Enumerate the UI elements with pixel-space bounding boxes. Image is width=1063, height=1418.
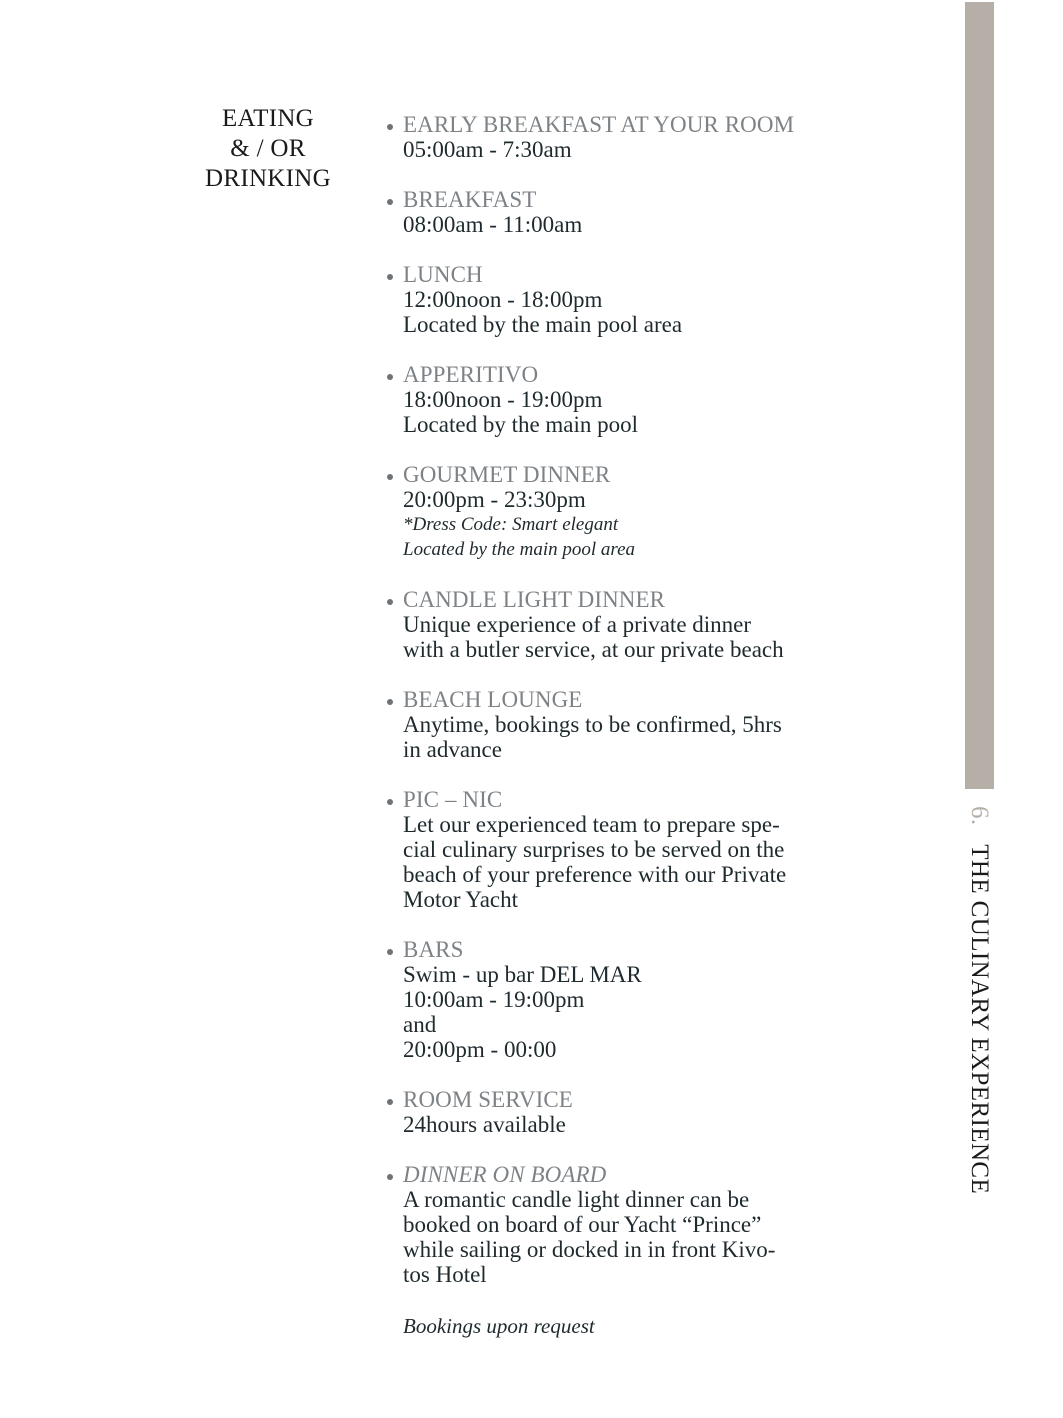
- item-title: BARS: [403, 937, 464, 962]
- item-line: 10:00am - 19:00pm: [403, 987, 585, 1012]
- side-chapter-title: [962, 806, 996, 1195]
- footnote: Bookings upon request: [403, 1314, 595, 1338]
- list-item: [384, 687, 844, 762]
- item-title: BEACH LOUNGE: [403, 687, 583, 712]
- item-note: *Dress Code: Smart elegant: [403, 514, 619, 535]
- item-line: 24hours available: [403, 1112, 566, 1137]
- item-line: with a butler service, at our private beach: [403, 637, 784, 662]
- item-title: DINNER ON BOARD: [403, 1162, 607, 1187]
- item-line: booked on board of our Yacht “Prince”: [403, 1212, 762, 1237]
- item-title: BREAKFAST: [403, 187, 537, 212]
- item-line: Let our experienced team to prepare spe-: [403, 812, 780, 837]
- list-item: [384, 362, 844, 437]
- item-line: 18:00noon - 19:00pm: [403, 387, 603, 412]
- section-label: [188, 104, 348, 194]
- list-item: [384, 187, 844, 237]
- side-accent-bar: [965, 2, 994, 789]
- item-line: and: [403, 1012, 437, 1037]
- chapter-title: THE CULINARY EXPERIENCE: [966, 844, 993, 1195]
- item-line: A romantic candle light dinner can be: [403, 1187, 750, 1212]
- item-line: tos Hotel: [403, 1262, 487, 1287]
- item-title: GOURMET DINNER: [403, 462, 611, 487]
- list-item: [384, 1162, 844, 1287]
- item-line: 20:00pm - 00:00: [403, 1037, 557, 1062]
- list-item: [384, 462, 844, 562]
- item-title: LUNCH: [403, 262, 483, 287]
- list-item: [384, 1087, 844, 1137]
- item-line: Anytime, bookings to be confirmed, 5hrs: [403, 712, 782, 737]
- section-label-line-1: EATING: [221, 105, 315, 132]
- item-line: Located by the main pool area: [403, 312, 683, 337]
- list-item: [384, 262, 844, 337]
- item-line: in advance: [403, 737, 502, 762]
- item-line: cial culinary surprises to be served on the: [403, 837, 785, 862]
- chapter-number: 6.: [966, 806, 993, 826]
- item-note: Located by the main pool area: [403, 539, 636, 560]
- list-item: [384, 112, 844, 162]
- section-label-line-2: & / OR: [230, 135, 306, 162]
- item-title: CANDLE LIGHT DINNER: [403, 587, 666, 612]
- list-item: [384, 937, 844, 1062]
- item-line: while sailing or docked in in front Kivo-: [403, 1237, 776, 1262]
- schedule-list: [384, 112, 844, 1312]
- list-item: [384, 787, 844, 912]
- item-line: beach of your preference with our Private: [403, 862, 787, 887]
- item-line: Motor Yacht: [403, 887, 519, 912]
- item-line: 05:00am - 7:30am: [403, 137, 572, 162]
- item-title: ROOM SERVICE: [403, 1087, 573, 1112]
- item-title: EARLY BREAKFAST AT YOUR ROOM: [403, 112, 795, 137]
- item-line: 08:00am - 11:00am: [403, 212, 583, 237]
- list-item: [384, 587, 844, 662]
- item-line: 12:00noon - 18:00pm: [403, 287, 603, 312]
- item-title: PIC – NIC: [403, 787, 503, 812]
- item-line: Located by the main pool: [403, 412, 639, 437]
- section-label-line-3: DRINKING: [205, 165, 331, 192]
- item-title: APPERITIVO: [403, 362, 539, 387]
- item-line: Swim - up bar DEL MAR: [403, 962, 642, 987]
- item-line: 20:00pm - 23:30pm: [403, 487, 586, 512]
- item-line: Unique experience of a private dinner: [403, 612, 752, 637]
